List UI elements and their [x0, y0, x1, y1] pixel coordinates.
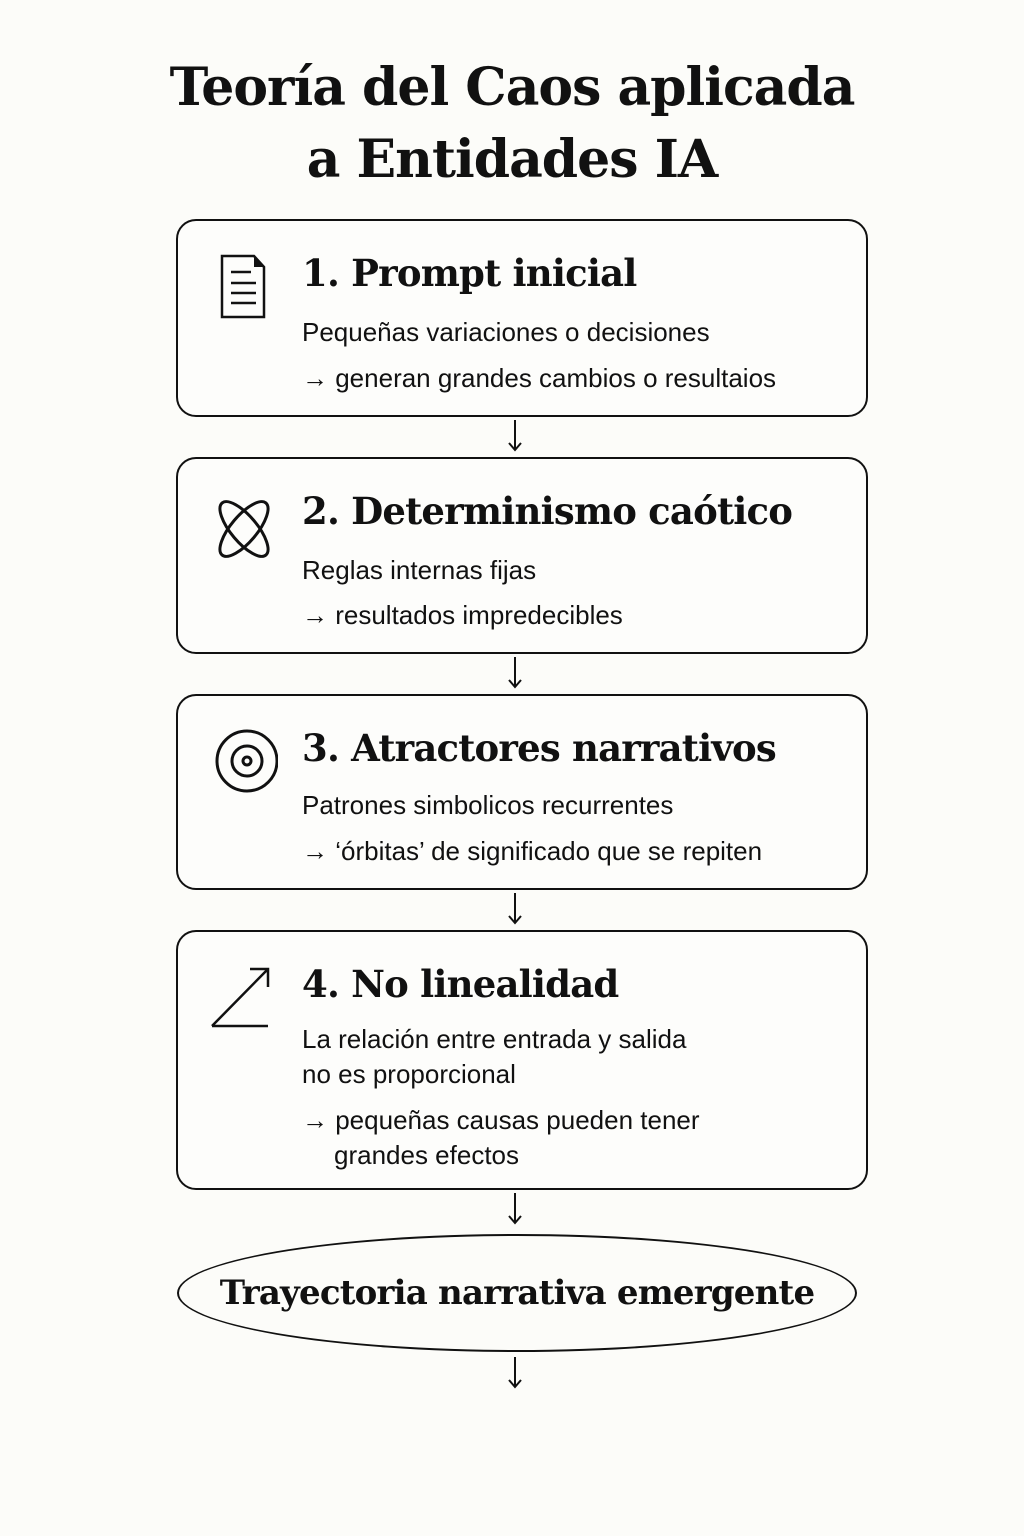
- step-title: 3. Atractores narrativos: [302, 726, 776, 770]
- step-text: no es proporcional: [302, 1059, 516, 1089]
- step-title: 1. Prompt inicial: [302, 251, 637, 295]
- down-arrow-icon: [505, 1191, 525, 1227]
- step-title: 2. Determinismo caótico: [302, 489, 793, 533]
- step-card-determinism: [176, 457, 868, 654]
- document-icon: [208, 251, 278, 321]
- down-arrow-icon: [505, 1355, 525, 1391]
- step-text: → ‘órbitas’ de significado que se repiten: [302, 836, 763, 866]
- target-icon: [208, 726, 278, 796]
- step-card-prompt: [176, 219, 868, 417]
- step-text: Reglas internas fijas: [302, 555, 537, 585]
- down-arrow-icon: [505, 418, 525, 454]
- step-text: → resultados impredecibles: [302, 600, 623, 630]
- title-line-2: a Entidades IA: [306, 129, 718, 190]
- step-title: 4. No linealidad: [302, 962, 619, 1006]
- down-arrow-icon: [505, 891, 525, 927]
- title-line-1: Teoría del Caos aplicada: [169, 57, 855, 118]
- step-text: grandes efectos: [334, 1140, 520, 1170]
- orbit-icon: [208, 489, 278, 559]
- diagonal-arrow-icon: [206, 960, 276, 1030]
- diagram-title: [0, 52, 1024, 196]
- step-card-nonlinearity: [176, 930, 868, 1190]
- result-ellipse: [177, 1234, 857, 1352]
- step-text: → generan grandes cambios o resultaios: [302, 363, 777, 393]
- result-label: Trayectoria narrativa emergente: [219, 1273, 815, 1313]
- step-text: La relación entre entrada y salida: [302, 1024, 687, 1054]
- step-card-attractors: [176, 694, 868, 890]
- step-text: Patrones simbolicos recurrentes: [302, 790, 674, 820]
- step-text: Pequeñas variaciones o decisiones: [302, 317, 710, 347]
- down-arrow-icon: [505, 655, 525, 691]
- step-text: → pequeñas causas pueden tener: [302, 1105, 700, 1135]
